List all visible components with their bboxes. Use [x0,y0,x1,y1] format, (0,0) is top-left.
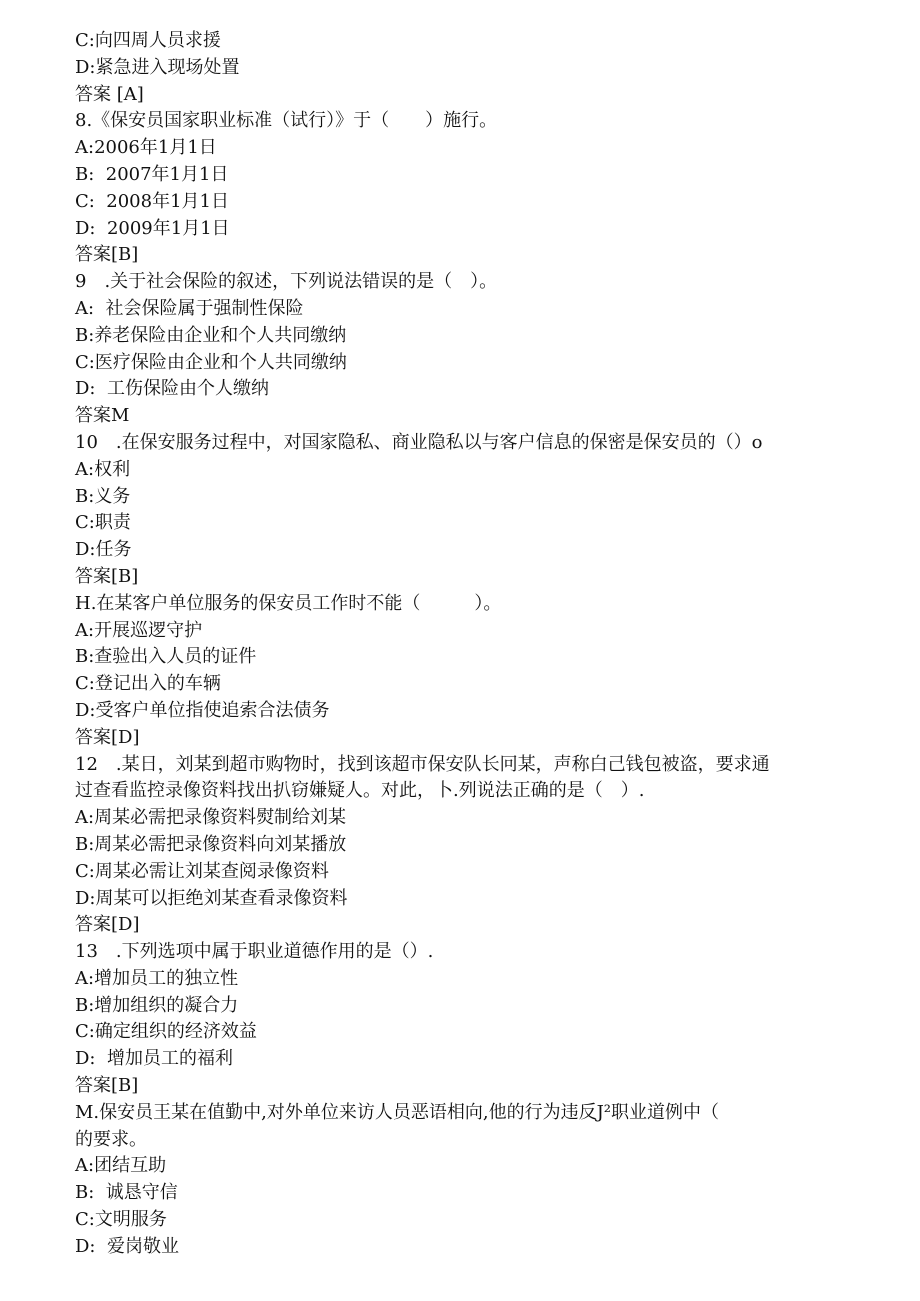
question-line: 9 .关于社会保险的叙述，下列说法错误的是（ ）。 [75,271,498,293]
option-line: D: 工伤保险由个人缴纳 [75,378,269,400]
text-line: D:紧急进入现场处置 [75,56,240,78]
answer-line: 答案[B] [75,1075,139,1097]
option-line: A:周某必需把录像资料熨制给刘某 [75,807,347,829]
question-line: 10 .在保安服务过程中，对国家隐私、商业隐私以与客户信息的保密是保安员的（）o [75,431,763,453]
answer-line: 答案[D] [75,726,140,748]
answer-line: 答案[D] [75,914,140,936]
option-line: D: 爱岗敬业 [75,1235,179,1257]
option-line: D: 增加员工的福利 [75,1048,233,1070]
answer-line: 答案[B] [75,244,139,266]
option-line: A: 社会保险属于强制性保险 [75,297,304,319]
option-line: C:医疗保险由企业和个人共同缴纳 [75,351,347,373]
option-line: A:权利 [75,458,131,480]
option-line: B:增加组织的凝合力 [75,994,239,1016]
question-line: H.在某客户单位服务的保安员工作时不能（ ）。 [75,592,502,614]
text-line: C:向四周人员求援 [75,30,221,51]
document-page [75,28,855,1261]
question-line-continued: 过查看监控录像资料找出扒窃嫌疑人。对此，卜.列说法正确的是（ ）. [75,780,645,802]
option-line: B:查验出入人员的证件 [75,646,257,668]
option-line: B: 诚恳守信 [75,1182,178,1204]
option-line: C:职责 [75,512,131,534]
option-line: A:增加员工的独立性 [75,967,239,989]
question-line: 13 .下列选项中属于职业道德作用的是（）. [75,941,434,963]
answer-line: 答案M [75,405,130,427]
option-line: C:文明服务 [75,1209,167,1231]
option-line: B:周某必需把录像资料向刘某播放 [75,833,347,855]
question-line: 8.《保安员国家职业标准（试行）》于（ ）施行。 [75,110,498,132]
question-line-continued: 的要求。 [75,1128,147,1150]
option-line: D: 2009年1月1日 [75,217,230,239]
option-line: B:义务 [75,485,131,507]
question-line: 12 .某日，刘某到超市购物时，找到该超市保安队长冋某，声称白己钱包被盗，要求通 [75,753,770,775]
option-line: D:周某可以拒绝刘某查看录像资料 [75,887,348,909]
answer-line: 答案[B] [75,565,139,587]
option-line: D:任务 [75,539,132,561]
question-line: M.保安员王某在值勤中,对外单位来访人员恶语相向,他的行为违反J²职业道例中（ [75,1101,720,1123]
option-line: A:2006年1月1日 [75,137,217,159]
option-line: D:受客户单位指使追索合法债务 [75,699,330,721]
option-line: C:登记出入的车辆 [75,673,221,695]
option-line: A:开展巡逻守护 [75,619,203,641]
option-line: A:团结互助 [75,1155,167,1177]
option-line: B: 2007年1月1日 [75,163,229,185]
option-line: C: 2008年1月1日 [75,190,229,212]
option-line: C:周某必需让刘某查阅录像资料 [75,860,329,882]
option-line: B:养老保险由企业和个人共同缴纳 [75,324,347,346]
option-line: C:确定组织的经济效益 [75,1021,257,1043]
answer-line: 答案 [A] [75,83,144,105]
